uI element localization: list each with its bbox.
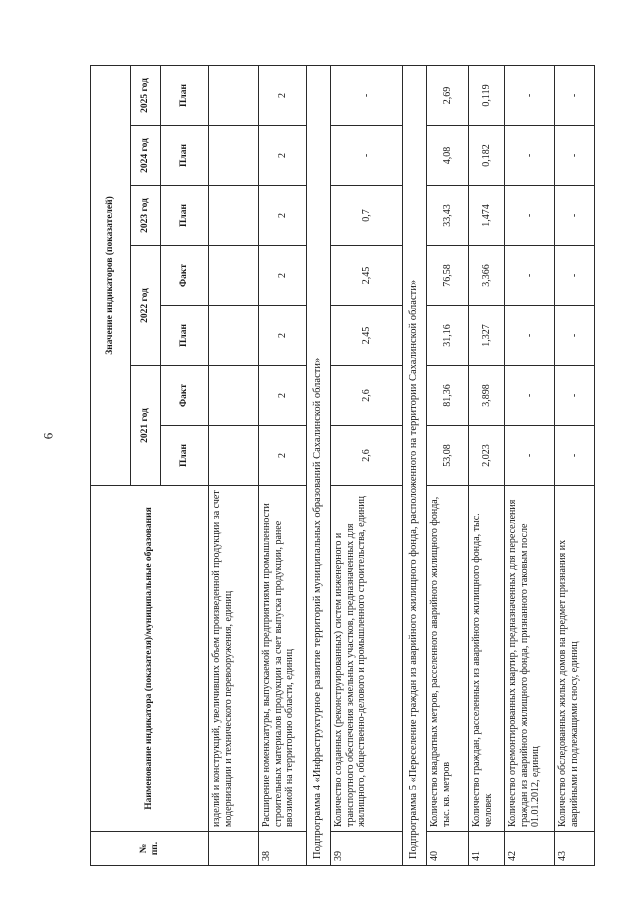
indicator-name: Расширение номенклатуры, выпускаемой предприятиями промышленности строительных материалов продукции за счет выпуска продукции, ранее ввозимой на территорию области, единиц bbox=[259, 486, 307, 832]
row-number: 41 bbox=[469, 832, 505, 866]
value-cell: - bbox=[505, 246, 555, 306]
header-name: Наименование индикатора (показателя)/муниципальные образования bbox=[91, 486, 209, 832]
value-cell: 2,45 bbox=[331, 246, 403, 306]
header-year-2023: 2023 год bbox=[131, 186, 161, 246]
value-cell: 2 bbox=[259, 65, 307, 125]
value-cell: 2 bbox=[259, 246, 307, 306]
row-number: 42 bbox=[505, 832, 555, 866]
value-cell: 53,08 bbox=[427, 426, 469, 486]
value-cell: 1,474 bbox=[469, 186, 505, 246]
indicator-name: Количество квадратных метров, расселенного аварийного жилищного фонда, тыс. кв. метров bbox=[427, 486, 469, 832]
value-cell: - bbox=[555, 246, 595, 306]
row-number: 39 bbox=[331, 832, 403, 866]
value-cell: - bbox=[555, 426, 595, 486]
value-cell bbox=[209, 65, 259, 125]
value-cell bbox=[209, 366, 259, 426]
value-cell: - bbox=[505, 65, 555, 125]
indicators-table bbox=[90, 65, 595, 866]
header-year-2022: 2022 год bbox=[131, 246, 161, 366]
value-cell: - bbox=[505, 186, 555, 246]
header-no: № пп. bbox=[91, 832, 209, 866]
value-cell: 2 bbox=[259, 366, 307, 426]
value-cell: 0,182 bbox=[469, 126, 505, 186]
value-cell: 2 bbox=[259, 186, 307, 246]
value-cell: - bbox=[505, 126, 555, 186]
value-cell: - bbox=[505, 366, 555, 426]
indicator-name: Количество обследованных жилых домов на предмет признания их аварийными и подлежащими сносу, единиц bbox=[555, 486, 595, 832]
value-cell: 1,327 bbox=[469, 306, 505, 366]
value-cell: 31,16 bbox=[427, 306, 469, 366]
indicator-name: Количество отремонтированных квартир, предназначенных для переселения граждан из аварийного жилищного фонда, признанного таковым после 01.01.2012, единиц bbox=[505, 486, 555, 832]
subprogram-4-heading: Подпрограмма 4 «Инфраструктурное развитие территорий муниципальных образований Сахалинской области» bbox=[307, 65, 331, 865]
row-number: 38 bbox=[259, 832, 307, 866]
row-number: 43 bbox=[555, 832, 595, 866]
value-cell bbox=[209, 426, 259, 486]
row-number bbox=[209, 832, 259, 866]
value-cell bbox=[209, 186, 259, 246]
value-cell: - bbox=[555, 65, 595, 125]
subprogram-5-heading: Подпрограмма 5 «Переселение граждан из аварийного жилищного фонда, расположенного на территории Сахалинской области» bbox=[403, 65, 427, 865]
indicator-name: изделий и конструкций, увеличивших объем произведенной продукции за счет модернизации и технического перевооружения, единиц bbox=[209, 486, 259, 832]
header-year-2021: 2021 год bbox=[131, 366, 161, 486]
value-cell: 2,69 bbox=[427, 65, 469, 125]
row-number: 40 bbox=[427, 832, 469, 866]
value-cell: 4,08 bbox=[427, 126, 469, 186]
value-cell: - bbox=[555, 186, 595, 246]
header-fact: Факт bbox=[161, 246, 209, 306]
value-cell: 0,119 bbox=[469, 65, 505, 125]
indicator-name: Количество граждан, расселенных из аварийного жилищного фонда, тыс. человек bbox=[469, 486, 505, 832]
value-cell: 2,45 bbox=[331, 306, 403, 366]
value-cell: 33,43 bbox=[427, 186, 469, 246]
value-cell: 2 bbox=[259, 126, 307, 186]
value-cell: - bbox=[555, 126, 595, 186]
value-cell: - bbox=[555, 306, 595, 366]
value-cell: - bbox=[331, 126, 403, 186]
header-plan: План bbox=[161, 186, 209, 246]
header-year-2025: 2025 год bbox=[131, 65, 161, 125]
value-cell: 2,6 bbox=[331, 366, 403, 426]
value-cell: - bbox=[505, 306, 555, 366]
header-plan: План bbox=[161, 126, 209, 186]
value-cell: - bbox=[505, 426, 555, 486]
value-cell: - bbox=[331, 65, 403, 125]
value-cell bbox=[209, 306, 259, 366]
page-number: 6 bbox=[40, 432, 56, 440]
value-cell: 81,36 bbox=[427, 366, 469, 426]
header-plan: План bbox=[161, 65, 209, 125]
value-cell: 2 bbox=[259, 426, 307, 486]
value-cell: 2,023 bbox=[469, 426, 505, 486]
indicator-name: Количество созданных (реконструированных) систем инженерного и транспортного обеспечения земельных участков, предназначенных для жилищного, общественно-делового и промышленного строительства, единиц bbox=[331, 486, 403, 832]
value-cell bbox=[209, 246, 259, 306]
header-values-group: Значение индикаторов (показателей) bbox=[91, 65, 131, 485]
value-cell: 3,898 bbox=[469, 366, 505, 426]
header-plan: План bbox=[161, 426, 209, 486]
value-cell: 0,7 bbox=[331, 186, 403, 246]
value-cell: 3,366 bbox=[469, 246, 505, 306]
value-cell: - bbox=[555, 366, 595, 426]
value-cell: 76,58 bbox=[427, 246, 469, 306]
value-cell bbox=[209, 126, 259, 186]
value-cell: 2 bbox=[259, 306, 307, 366]
header-plan: План bbox=[161, 306, 209, 366]
header-fact: Факт bbox=[161, 366, 209, 426]
value-cell: 2,6 bbox=[331, 426, 403, 486]
header-year-2024: 2024 год bbox=[131, 126, 161, 186]
rotated-table-container bbox=[90, 66, 620, 866]
